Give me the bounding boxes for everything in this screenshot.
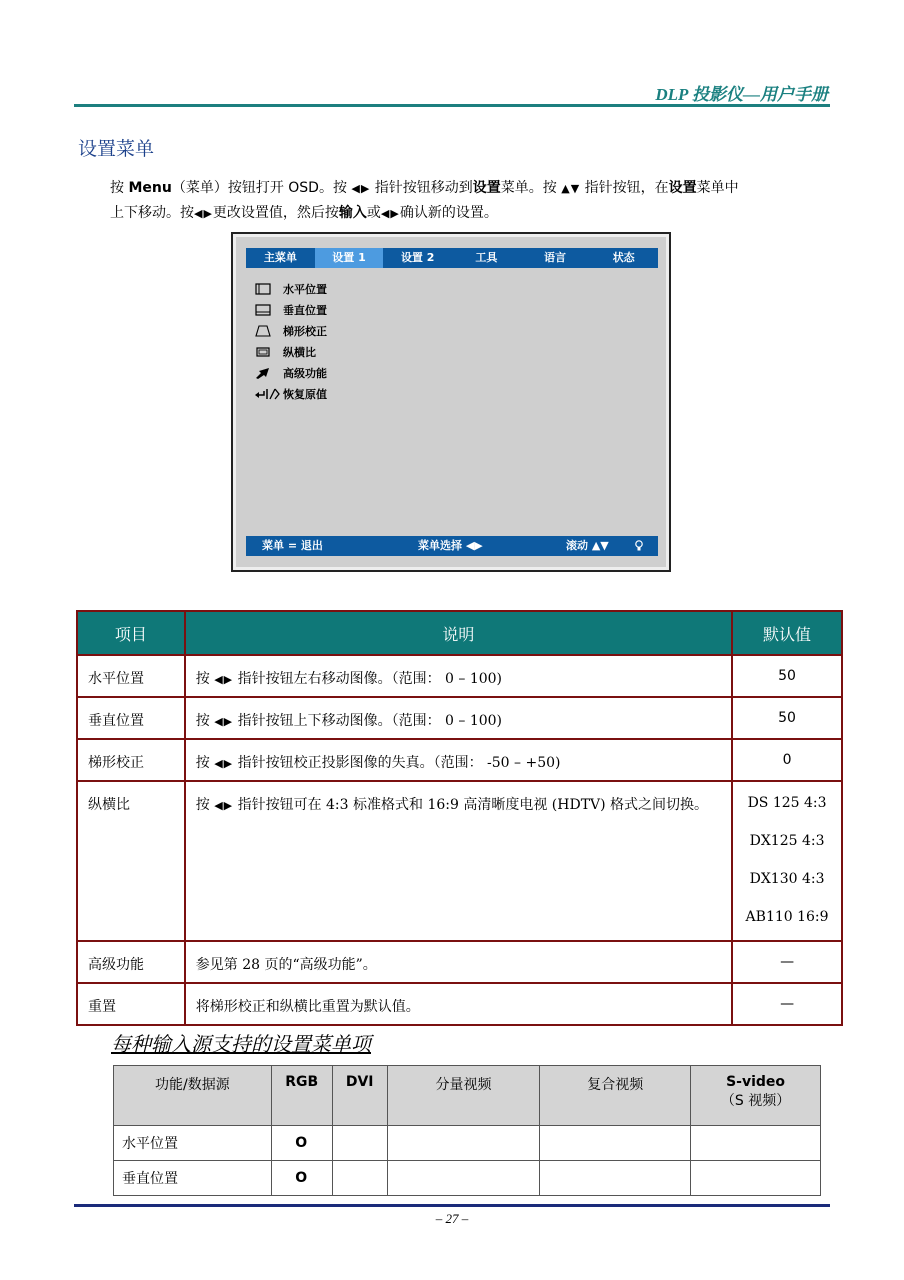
- osd-scroll-hint: 滚动 ▲▼: [566, 539, 609, 552]
- header-item: 项目: [77, 611, 185, 655]
- table-row: 纵横比 按 ◀▶ 指针按钮可在 4:3 标准格式和 16:9 高清晰度电视 (HDTV) 格式之间切换。 DS 125 4:3 DX125 4:3 DX130 4:3 AB110 16:9: [77, 781, 842, 941]
- table-row: 垂直位置 按 ◀▶ 指针按钮上下移动图像。（范围： 0 – 100) 50: [77, 697, 842, 739]
- header-default: 默认值: [732, 611, 842, 655]
- support-table-title: 每种输入源支持的设置菜单项: [111, 1032, 371, 1056]
- header-title: DLP 投影仪—用户手册: [655, 85, 828, 104]
- table-row: 水平位置 按 ◀▶ 指针按钮左右移动图像。（范围： 0 – 100) 50: [77, 655, 842, 697]
- settings-table: [76, 610, 843, 1026]
- osd-item-horizontal[interactable]: 水平位置: [255, 278, 327, 299]
- table-row: 梯形校正 按 ◀▶ 指针按钮校正投影图像的失真。（范围： -50 – +50) 0: [77, 739, 842, 781]
- osd-select-hint: 菜单选择 ◀▶: [418, 539, 483, 552]
- left-right-arrows-icon: ◀▶: [214, 757, 234, 770]
- osd-exit-hint: 菜单 = 退出: [262, 539, 323, 552]
- table-row: 高级功能 参见第 28 页的“高级功能”。 —: [77, 941, 842, 983]
- osd-item-reset[interactable]: 恢复原值: [255, 383, 327, 404]
- left-right-arrows-icon: ◀▶: [351, 182, 371, 195]
- intro-paragraph: 按 Menu（菜单）按钮打开 OSD。按 ◀▶ 指针按钮移动到设置菜单。按 ▲▼ 指针按钮，在设置菜单中 上下移动。按◀▶更改设置值，然后按输入或◀▶确认新的设置。: [110, 180, 739, 221]
- support-table: 功能/数据源 RGB DVI 分量视频 复合视频 S-video （S 视频） 水平位置 O 垂直位置 O: [113, 1065, 821, 1196]
- left-right-arrows-icon: ◀▶: [214, 799, 234, 812]
- bulb-icon: [634, 536, 644, 559]
- vertical-position-icon: [255, 304, 283, 316]
- osd-item-keystone[interactable]: 梯形校正: [255, 320, 327, 341]
- osd-screenshot: [231, 232, 671, 572]
- osd-tab-status[interactable]: 状态: [612, 251, 635, 264]
- header-description: 说明: [185, 611, 732, 655]
- osd-item-advanced[interactable]: 高级功能: [255, 362, 327, 383]
- osd-tab-setup2[interactable]: 设置 2: [400, 251, 435, 264]
- page-number: – 27 –: [435, 1211, 469, 1226]
- osd-tab-tools[interactable]: 工具: [475, 251, 498, 264]
- left-right-arrows-icon: ◀▶: [214, 673, 234, 686]
- header-rule: [74, 104, 830, 107]
- aspect-ratio-icon: [255, 346, 283, 358]
- osd-tab-bar: [246, 248, 658, 268]
- osd-menu-list: [255, 278, 327, 404]
- osd-status-bar: [246, 536, 658, 556]
- table-row: 垂直位置 O: [114, 1161, 821, 1196]
- osd-item-aspect[interactable]: 纵横比: [255, 341, 327, 362]
- table-row: 水平位置 O: [114, 1126, 821, 1161]
- section-title: 设置菜单: [78, 138, 155, 160]
- osd-item-vertical[interactable]: 垂直位置: [255, 299, 327, 320]
- keystone-icon: [255, 325, 283, 337]
- advanced-icon: [255, 367, 283, 379]
- osd-tab-language[interactable]: 语言: [544, 251, 567, 264]
- osd-tab-main[interactable]: 主菜单: [263, 251, 297, 264]
- table-row: 重置 将梯形校正和纵横比重置为默认值。 —: [77, 983, 842, 1025]
- osd-tab-setup1[interactable]: 设置 1: [315, 248, 384, 268]
- footer-rule: [74, 1204, 830, 1207]
- horizontal-position-icon: [255, 283, 283, 295]
- left-right-arrows-icon: ◀▶: [214, 715, 234, 728]
- up-down-arrows-icon: ▲▼: [561, 182, 581, 195]
- reset-icon: [255, 388, 283, 400]
